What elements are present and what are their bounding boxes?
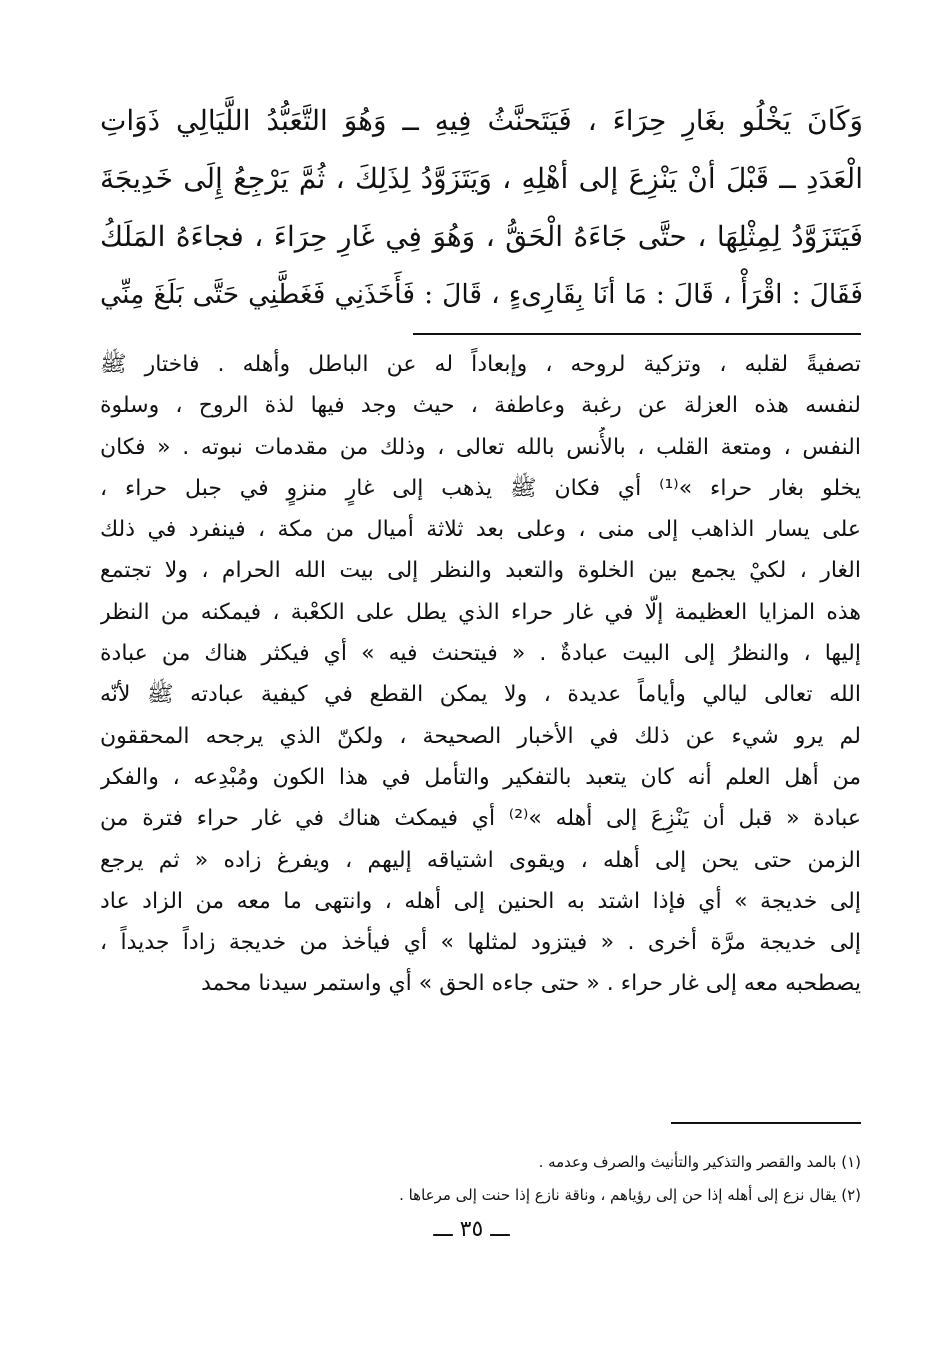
commentary-line: لنفسه هذه العزلة عن رغبة وعاطفة ، حيث وجد فيها لذة الروح ، وسلوة: [100, 393, 861, 419]
commentary-line: من أهل العلم أنه كان يتعبد بالتفكير والتأمل في هذا الكون ومُبْدِعه ، والفكر: [100, 764, 861, 790]
commentary-line: إلى خديجة مرَّة أخرى . « فيتزود لمثلها » أي فيأخذ من خديجة زاداً جديداً ،: [100, 930, 861, 956]
hadith-line: فَيَتَزَوَّدُ لِمِثْلِهَا ، حتَّى جَاءَهُ الْحَقُّ ، وَهُوَ فِي غَارِ حِرَاءَ ، فجاءَهُ المَلَكُ: [100, 220, 863, 253]
commentary-line: الله تعالى ليالي وأياماً عديدة ، ولا يمكن القطع في كيفية عبادته ﷺ لأنّه: [100, 682, 861, 708]
commentary-line: يخلو بغار حراء »⁽¹⁾ أي فكان ﷺ يذهب إلى غارٍ منزوٍ في جبل حراء ،: [100, 475, 861, 501]
commentary-line: إلى خديجة » أي فإذا اشتد به الحنين إلى أهله ، وانتهى ما معه من الزاد عاد: [100, 888, 861, 914]
footnotes: [100, 1146, 861, 1212]
hadith-line: الْعَدَدِ ــ قَبْلَ أنْ يَنْزِعَ إلى أهْلِهِ ، وَيَتَزَوَّدُ لِذَلِكَ ، ثُمَّ يَرْجِعُ إِلَى خَدِيجَةَ: [100, 162, 863, 195]
hadith-line: فَقَالَ : اقْرَأْ ، قَالَ : مَا أنَا بِقَارِىءٍ ، قَالَ : فَأَخَذَنِي فَغَطَّنِي حَتَّى بَلَغَ مِنِّي: [100, 279, 863, 310]
hadith-divider: [413, 333, 861, 335]
page-number: ـــ ٣٥ ـــ: [433, 1217, 510, 1242]
footnote: (١) بالمد والقصر والتذكير والتأنيث والصرف وعدمه .: [538, 1153, 861, 1171]
commentary-line: لم يرو شيء عن ذلك في الأخبار الصحيحة ، ولكنّ الذي يرجحه المحققون: [100, 723, 861, 749]
footnote: (٢) يقال نزع إلى أهله إذا حن إلى رؤياهم ، وناقة نازع إذا حنت إلى مرعاها .: [399, 1186, 861, 1204]
hadith-text: [100, 92, 863, 324]
commentary-line: تصفيةً لقلبه ، وتزكية لروحه ، وإبعاداً له عن الباطل وأهله . فاختار ﷺ: [100, 352, 861, 377]
hadith-line: وَكَانَ يَخْلُو بغَارِ حِرَاءَ ، فَيَتَحنَّثُ فِيهِ ــ وَهُوَ التَّعَبُّدُ اللَّيَالِي ذَوَاتِ: [100, 104, 863, 137]
commentary-line: الغار ، لكيْ يجمع بين الخلوة والتعبد والنظر إلى بيت الله الحرام ، ولا تجتمع: [100, 558, 861, 584]
commentary-text: [100, 344, 861, 1005]
commentary-line: يصطحبه معه إلى غار حراء . « حتى جاءه الحق » أي واستمر سيدنا محمد: [201, 971, 861, 997]
commentary-line: الزمن حتى يحن إلى أهله ، ويقوى اشتياقه إليهم ، ويفرغ زاده « ثم يرجع: [100, 847, 861, 873]
footnote-divider: [671, 1122, 861, 1124]
commentary-line: على يسار الذاهب إلى منى ، وعلى بعد ثلاثة أميال من مكة ، فينفرد في ذلك: [100, 517, 861, 543]
commentary-line: إليها ، والنظرُ إلى البيت عبادةٌ . « فيتحنث فيه » أي فيكثر هناك من عبادة: [100, 641, 861, 667]
commentary-line: النفس ، ومتعة القلب ، بالأُنس بالله تعالى ، وذلك من مقدمات نبوته . « فكان: [100, 434, 861, 460]
commentary-line: هذه المزايا العظيمة إلّا في غار حراء الذي يطل على الكعْبة ، فيمكنه من النظر: [100, 599, 861, 625]
commentary-line: عبادة « قبل أن يَنْزِعَ إلى أهله »⁽²⁾ أي فيمكث هناك في غار حراء فترة من: [100, 806, 861, 832]
